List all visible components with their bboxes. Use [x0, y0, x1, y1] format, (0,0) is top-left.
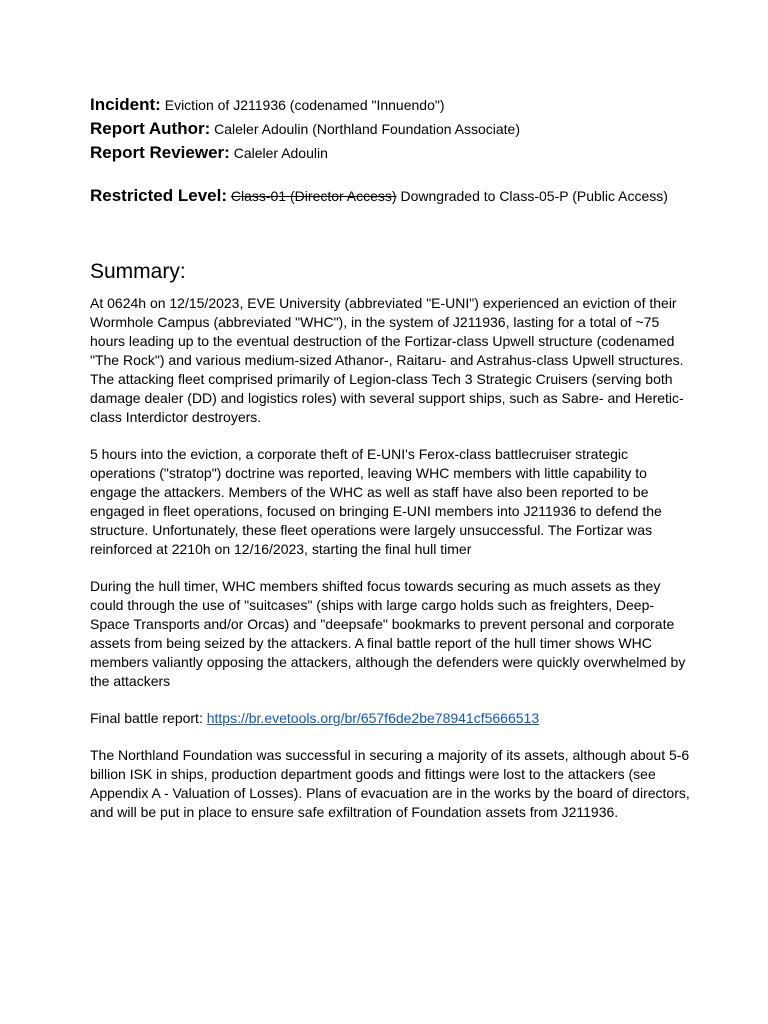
restricted-label: Restricted Level:	[90, 186, 227, 205]
incident-line	[90, 93, 688, 117]
author-line	[90, 117, 688, 141]
author-label: Report Author:	[90, 119, 211, 138]
summary-paragraph-2: 5 hours into the eviction, a corporate theft of E-UNI's Ferox-class battlecruiser strategic operations ("stratop") doctrine was reported, leaving WHC members with little capability to engage the attackers. Members of the WHC as well as staff have also been reported to be engaged in fleet operations, focused on bringing E-UNI members into J211936 to defend the structure. Unfortunately, these fleet operations were largely unsuccessful. The Fortizar was reinforced at 2210h on 12/16/2023, starting the final hull timer	[90, 446, 662, 557]
summary-paragraph-3: During the hull timer, WHC members shifted focus towards securing as much assets as they could through the use of "suitcases" (ships with large cargo holds such as freighters, Deep-Space Transports and/or Orcas) and "deepsafe" bookmarks to prevent personal and corporate assets from being seized by the attackers. A final battle report of the hull timer shows WHC members valiantly opposing the attackers, although the defenders were quickly overwhelmed by the attackers	[90, 578, 686, 689]
incident-label: Incident:	[90, 95, 161, 114]
summary-paragraph-4: The Northland Foundation was successful in securing a majority of its assets, although about 5-6 billion ISK in ships, production department goods and fittings were lost to the attackers (see Appendix A - Valuation of Losses). Plans of evacuation are in the works by the board of directors, and will be put in place to ensure safe exfiltration of Foundation assets from J211936.	[90, 747, 690, 820]
summary-paragraph-1: At 0624h on 12/15/2023, EVE University (abbreviated "E-UNI") experienced an eviction of their Wormhole Campus (abbreviated "WHC"), in the system of J211936, lasting for a total of ~75 hours leading up to the eventual destruction of the Fortizar-class Upwell structure (codenamed "The Rock") and various medium-sized Athanor-, Raitaru- and Astrahus-class Upwell structures. The attacking fleet comprised primarily of Legion-class Tech 3 Strategic Cruisers (serving both damage dealer (DD) and logistics roles) with several support ships, such as Sabre- and Heretic-class Interdictor destroyers.	[90, 295, 684, 425]
battle-report-link[interactable]: https://br.evetools.org/br/657f6de2be78941cf5666513	[206, 710, 540, 726]
reviewer-line	[90, 141, 688, 165]
incident-value: Eviction of J211936 (codenamed "Innuendo")	[164, 97, 445, 113]
reviewer-label: Report Reviewer:	[90, 143, 230, 162]
battle-report-line	[90, 709, 690, 728]
author-value: Caleler Adoulin (Northland Foundation Associate)	[214, 121, 520, 137]
summary-heading: Summary:	[90, 260, 186, 283]
restricted-line	[90, 184, 688, 208]
reviewer-value: Caleler Adoulin	[233, 145, 328, 161]
battle-report-label: Final battle report:	[90, 710, 203, 726]
restricted-new-level: Downgraded to Class-05-P (Public Access)	[400, 188, 668, 204]
restricted-old-level: Class-01 (Director Access)	[230, 188, 397, 204]
